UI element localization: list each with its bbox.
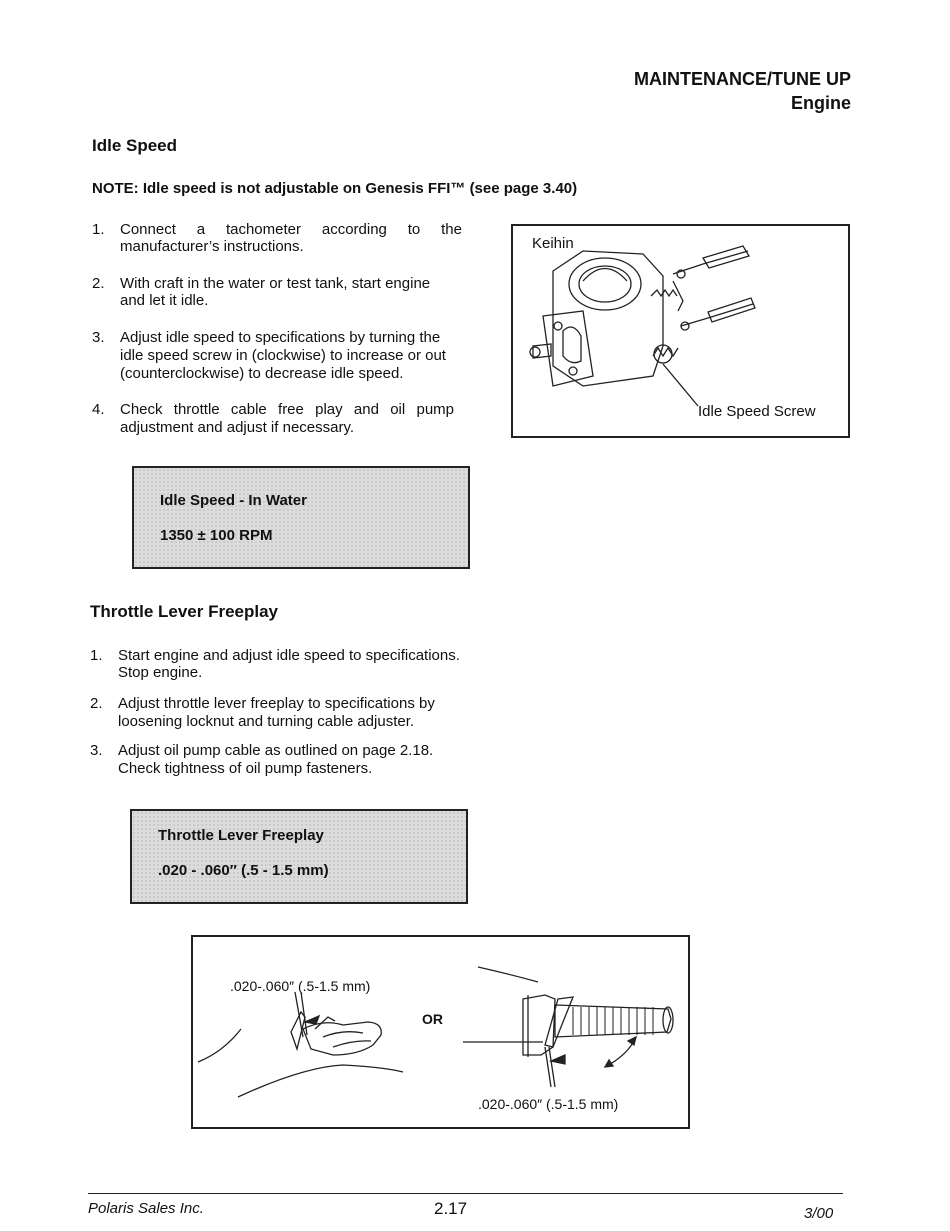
section-title: MAINTENANCE/TUNE UP bbox=[633, 69, 851, 89]
step-text-line: Adjust oil pump cable as outlined on page 2.18. bbox=[118, 742, 434, 759]
idle-speed-screw-label: Idle Speed Screw bbox=[698, 403, 816, 420]
figure-brand-label: Keihin bbox=[532, 235, 574, 252]
step-number: 4. bbox=[92, 401, 105, 418]
step-text-line: (counterclockwise) to decrease idle speed. bbox=[120, 365, 404, 382]
throttle-freeplay-spec-box bbox=[130, 809, 468, 904]
step-text-line: loosening locknut and turning cable adjuster. bbox=[118, 713, 415, 730]
step-text-line: Check throttle cable free play and oil pump bbox=[120, 401, 454, 418]
throttle-illustration bbox=[193, 937, 688, 1127]
right-freeplay-label: .020-.060″ (.5-1.5 mm) bbox=[478, 1096, 619, 1112]
footer-page-number: 2.17 bbox=[434, 1199, 468, 1218]
or-label: OR bbox=[422, 1011, 443, 1027]
spec-value: .020 - .060″ (.5 - 1.5 mm) bbox=[158, 862, 329, 879]
step-text-line: idle speed screw in (clockwise) to increase or out bbox=[120, 347, 446, 364]
step-number: 2. bbox=[90, 695, 103, 712]
left-freeplay-label: .020-.060″ (.5-1.5 mm) bbox=[230, 978, 371, 994]
idle-speed-spec-box bbox=[132, 466, 470, 569]
step-text-line: Stop engine. bbox=[118, 664, 203, 681]
footer-company: Polaris Sales Inc. bbox=[88, 1200, 204, 1217]
step-text-line: Adjust idle speed to specifications by turning the bbox=[120, 329, 441, 346]
idle-speed-heading: Idle Speed bbox=[92, 136, 178, 155]
spec-title: Throttle Lever Freeplay bbox=[158, 827, 324, 844]
step-number: 3. bbox=[92, 329, 105, 346]
step-text-line: Adjust throttle lever freeplay to specifications by bbox=[118, 695, 435, 712]
step-text-line: Check tightness of oil pump fasteners. bbox=[118, 760, 373, 777]
throttle-freeplay-figure bbox=[191, 935, 690, 1129]
throttle-freeplay-heading: Throttle Lever Freeplay bbox=[90, 602, 279, 621]
step-number: 1. bbox=[90, 647, 103, 664]
step-text-line: With craft in the water or test tank, start engine bbox=[120, 275, 431, 292]
footer-date: 3/00 bbox=[804, 1205, 834, 1222]
step-text-line: and let it idle. bbox=[120, 292, 209, 309]
step-number: 2. bbox=[92, 275, 105, 292]
spec-title: Idle Speed - In Water bbox=[160, 492, 307, 509]
step-number: 3. bbox=[90, 742, 103, 759]
step-text-line: Connect a tachometer according to the bbox=[120, 221, 462, 238]
carburetor-illustration bbox=[513, 226, 848, 436]
idle-speed-note: NOTE: Idle speed is not adjustable on Genesis FFI™ (see page 3.40) bbox=[92, 180, 578, 197]
step-number: 1. bbox=[92, 221, 105, 238]
step-text-line: Start engine and adjust idle speed to specifications. bbox=[118, 647, 460, 664]
step-text-line: manufacturer’s instructions. bbox=[120, 238, 304, 255]
step-text-line: adjustment and adjust if necessary. bbox=[120, 419, 355, 436]
spec-value: 1350 ± 100 RPM bbox=[160, 527, 273, 544]
section-subtitle: Engine bbox=[790, 93, 851, 113]
footer-rule bbox=[88, 1193, 843, 1194]
carburetor-figure bbox=[511, 224, 850, 438]
